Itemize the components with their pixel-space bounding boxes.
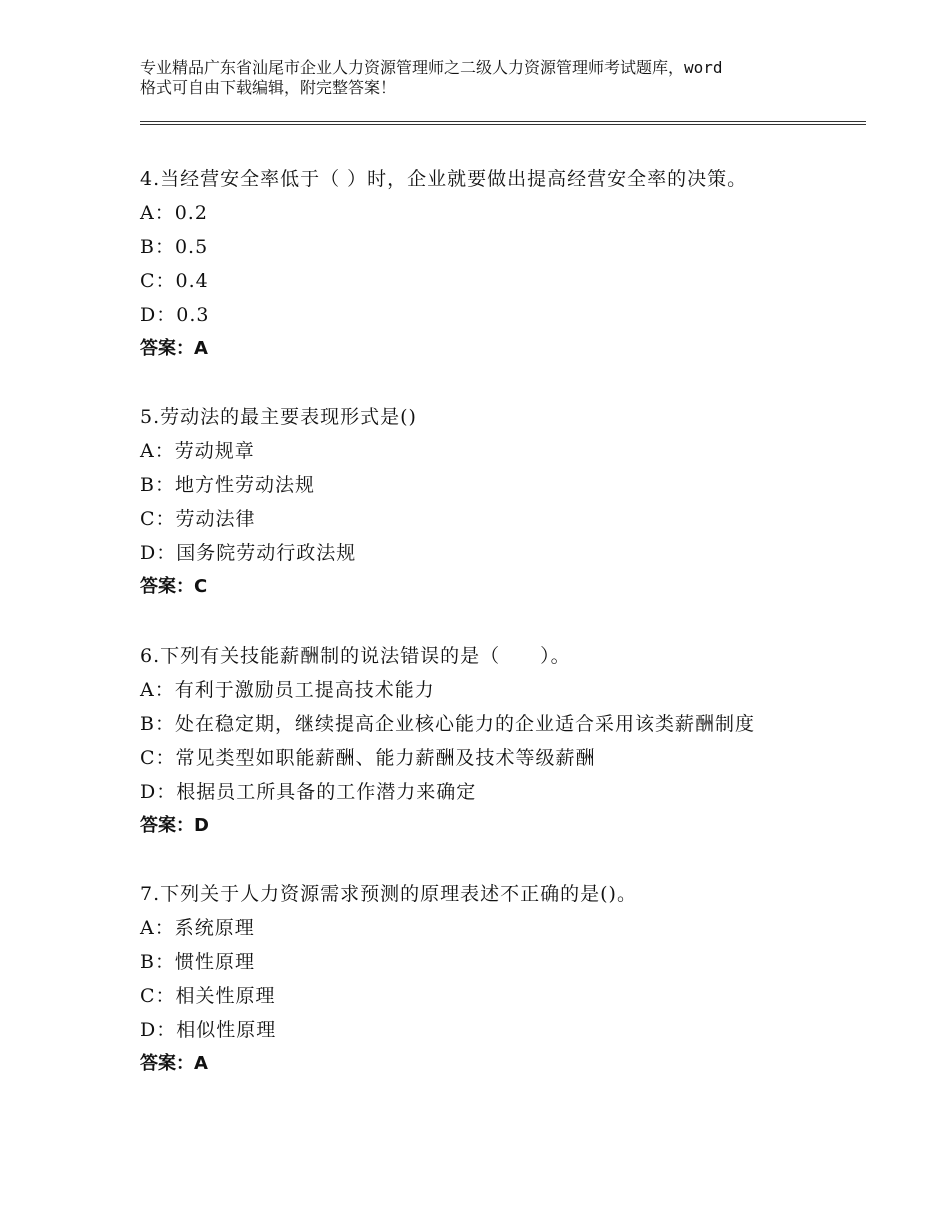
option-c: C：劳动法律 [140,508,256,530]
header-divider-top [140,121,866,122]
question-stem: 7.下列关于人力资源需求预测的原理表述不正确的是()。 [140,883,637,905]
option-a: A：劳动规章 [140,440,255,462]
question-7 [140,877,860,1081]
option-d: D：相似性原理 [140,1019,277,1041]
option-d: D：国务院劳动行政法规 [140,542,357,564]
option-a: A：有利于激励员工提高技术能力 [140,679,435,701]
answer: 答案：D [140,815,209,836]
question-stem: 4.当经营安全率低于（ ）时，企业就要做出提高经营安全率的决策。 [140,168,748,190]
header-title-line-2: 格式可自由下载编辑，附完整答案！ [140,78,397,97]
answer: 答案：A [140,1053,208,1074]
question-6 [140,639,860,843]
option-b: B：0.5 [140,236,209,258]
option-a: A：系统原理 [140,917,255,939]
question-stem: 5.劳动法的最主要表现形式是() [140,406,417,428]
option-b: B：处在稳定期，继续提高企业核心能力的企业适合采用该类薪酬制度 [140,713,755,735]
option-b: B：地方性劳动法规 [140,474,315,496]
answer: 答案：C [140,576,208,597]
answer: 答案：A [140,338,208,359]
option-a: A：0.2 [140,202,208,224]
option-c: C：相关性原理 [140,985,276,1007]
option-b: B：惯性原理 [140,951,255,973]
header-divider-bottom [140,124,866,125]
option-d: D：根据员工所具备的工作潜力来确定 [140,781,477,803]
question-5 [140,400,860,604]
option-c: C：常见类型如职能薪酬、能力薪酬及技术等级薪酬 [140,747,596,769]
option-d: D：0.3 [140,304,210,326]
question-stem: 6.下列有关技能薪酬制的说法错误的是（ ）。 [140,645,571,667]
document-header [140,58,860,98]
question-4 [140,162,860,366]
header-title-line-1: 专业精品广东省汕尾市企业人力资源管理师之二级人力资源管理师考试题库，word [140,58,723,77]
option-c: C：0.4 [140,270,209,292]
